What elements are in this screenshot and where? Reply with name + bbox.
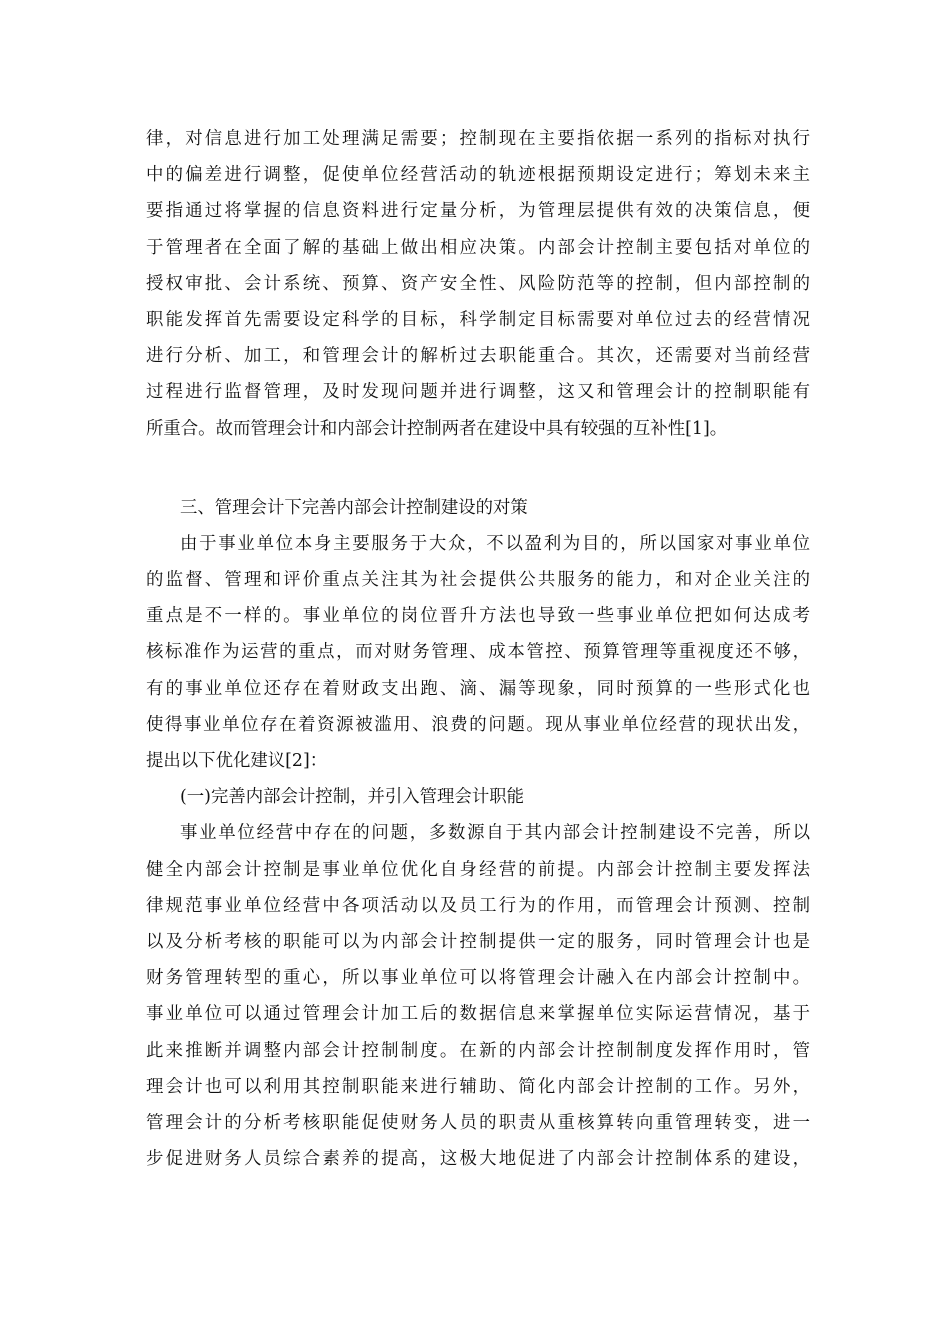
text-line: 要指通过将掌握的信息资料进行定量分析，为管理层提供有效的决策信息，便 [146,201,810,222]
subsection-heading: (一)完善内部会计控制，并引入管理会计职能 [180,787,524,808]
text-line: 以及分析考核的职能可以为内部会计控制提供一定的服务，同时管理会计也是 [146,931,810,952]
text-line: 中的偏差进行调整，促使单位经营活动的轨迹根据预期设定进行；筹划未来主 [146,165,810,186]
text-line: 由于事业单位本身主要服务于大众，不以盈利为目的，所以国家对事业单位 [180,533,810,554]
text-line: 律，对信息进行加工处理满足需要；控制现在主要指依据一系列的指标对执行 [146,129,810,149]
paragraph-gap [146,447,810,490]
text-line: 管理会计的分析考核职能促使财务人员的职责从重核算转向重管理转变，进一 [146,1112,810,1133]
text-line: 健全内部会计控制是事业单位优化自身经营的前提。内部会计控制主要发挥法 [146,859,810,880]
text-line: 此来推断并调整内部会计控制制度。在新的内部会计控制制度发挥作用时，管 [146,1040,810,1061]
section-heading: 三、管理会计下完善内部会计控制建设的对策 [180,497,528,518]
text-line: 所重合。故而管理会计和内部会计控制两者在建设中具有较强的互补性[1]。 [146,418,728,439]
text-line: 核标准作为运营的重点，而对财务管理、成本管控、预算管理等重视度还不够， [146,642,810,663]
document-page [146,121,810,1177]
text-line: 步促进财务人员综合素养的提高，这极大地促进了内部会计控制体系的建设， [146,1149,810,1170]
text-line: 理会计也可以利用其控制职能来进行辅助、简化内部会计控制的工作。另外， [146,1076,810,1097]
text-line: 使得事业单位存在着资源被滥用、浪费的问题。现从事业单位经营的现状出发， [146,714,810,735]
text-line: 提出以下优化建议[2]： [146,751,328,771]
text-line: 过程进行监督管理，及时发现问题并进行调整，这又和管理会计的控制职能有 [146,382,810,403]
paragraph-continuation [146,121,810,447]
paragraph-subsection-1 [146,815,810,1177]
text-line: 于管理者在全面了解的基础上做出相应决策。内部会计控制主要包括对单位的 [146,237,810,258]
paragraph-intro [146,526,810,779]
text-line: 的监督、管理和评价重点关注其为社会提供公共服务的能力，和对企业关注的 [146,570,810,591]
text-line: 事业单位经营中存在的问题，多数源自于其内部会计控制建设不完善，所以 [180,823,810,844]
text-line: 重点是不一样的。事业单位的岗位晋升方法也导致一些事业单位把如何达成考 [146,606,810,627]
text-line: 财务管理转型的重心，所以事业单位可以将管理会计融入在内部会计控制中。 [146,968,810,989]
text-line: 事业单位可以通过管理会计加工后的数据信息来掌握单位实际运营情况，基于 [146,1004,810,1025]
text-line: 授权审批、会计系统、预算、资产安全性、风险防范等的控制，但内部控制的 [146,273,810,294]
text-line: 有的事业单位还存在着财政支出跑、滴、漏等现象，同时预算的一些形式化也 [146,678,810,699]
text-line: 职能发挥首先需要设定科学的目标，科学制定目标需要对单位过去的经营情况 [146,309,810,330]
text-line: 律规范事业单位经营中各项活动以及员工行为的作用，而管理会计预测、控制 [146,895,810,916]
text-line: 进行分析、加工，和管理会计的解析过去职能重合。其次，还需要对当前经营 [146,346,810,367]
